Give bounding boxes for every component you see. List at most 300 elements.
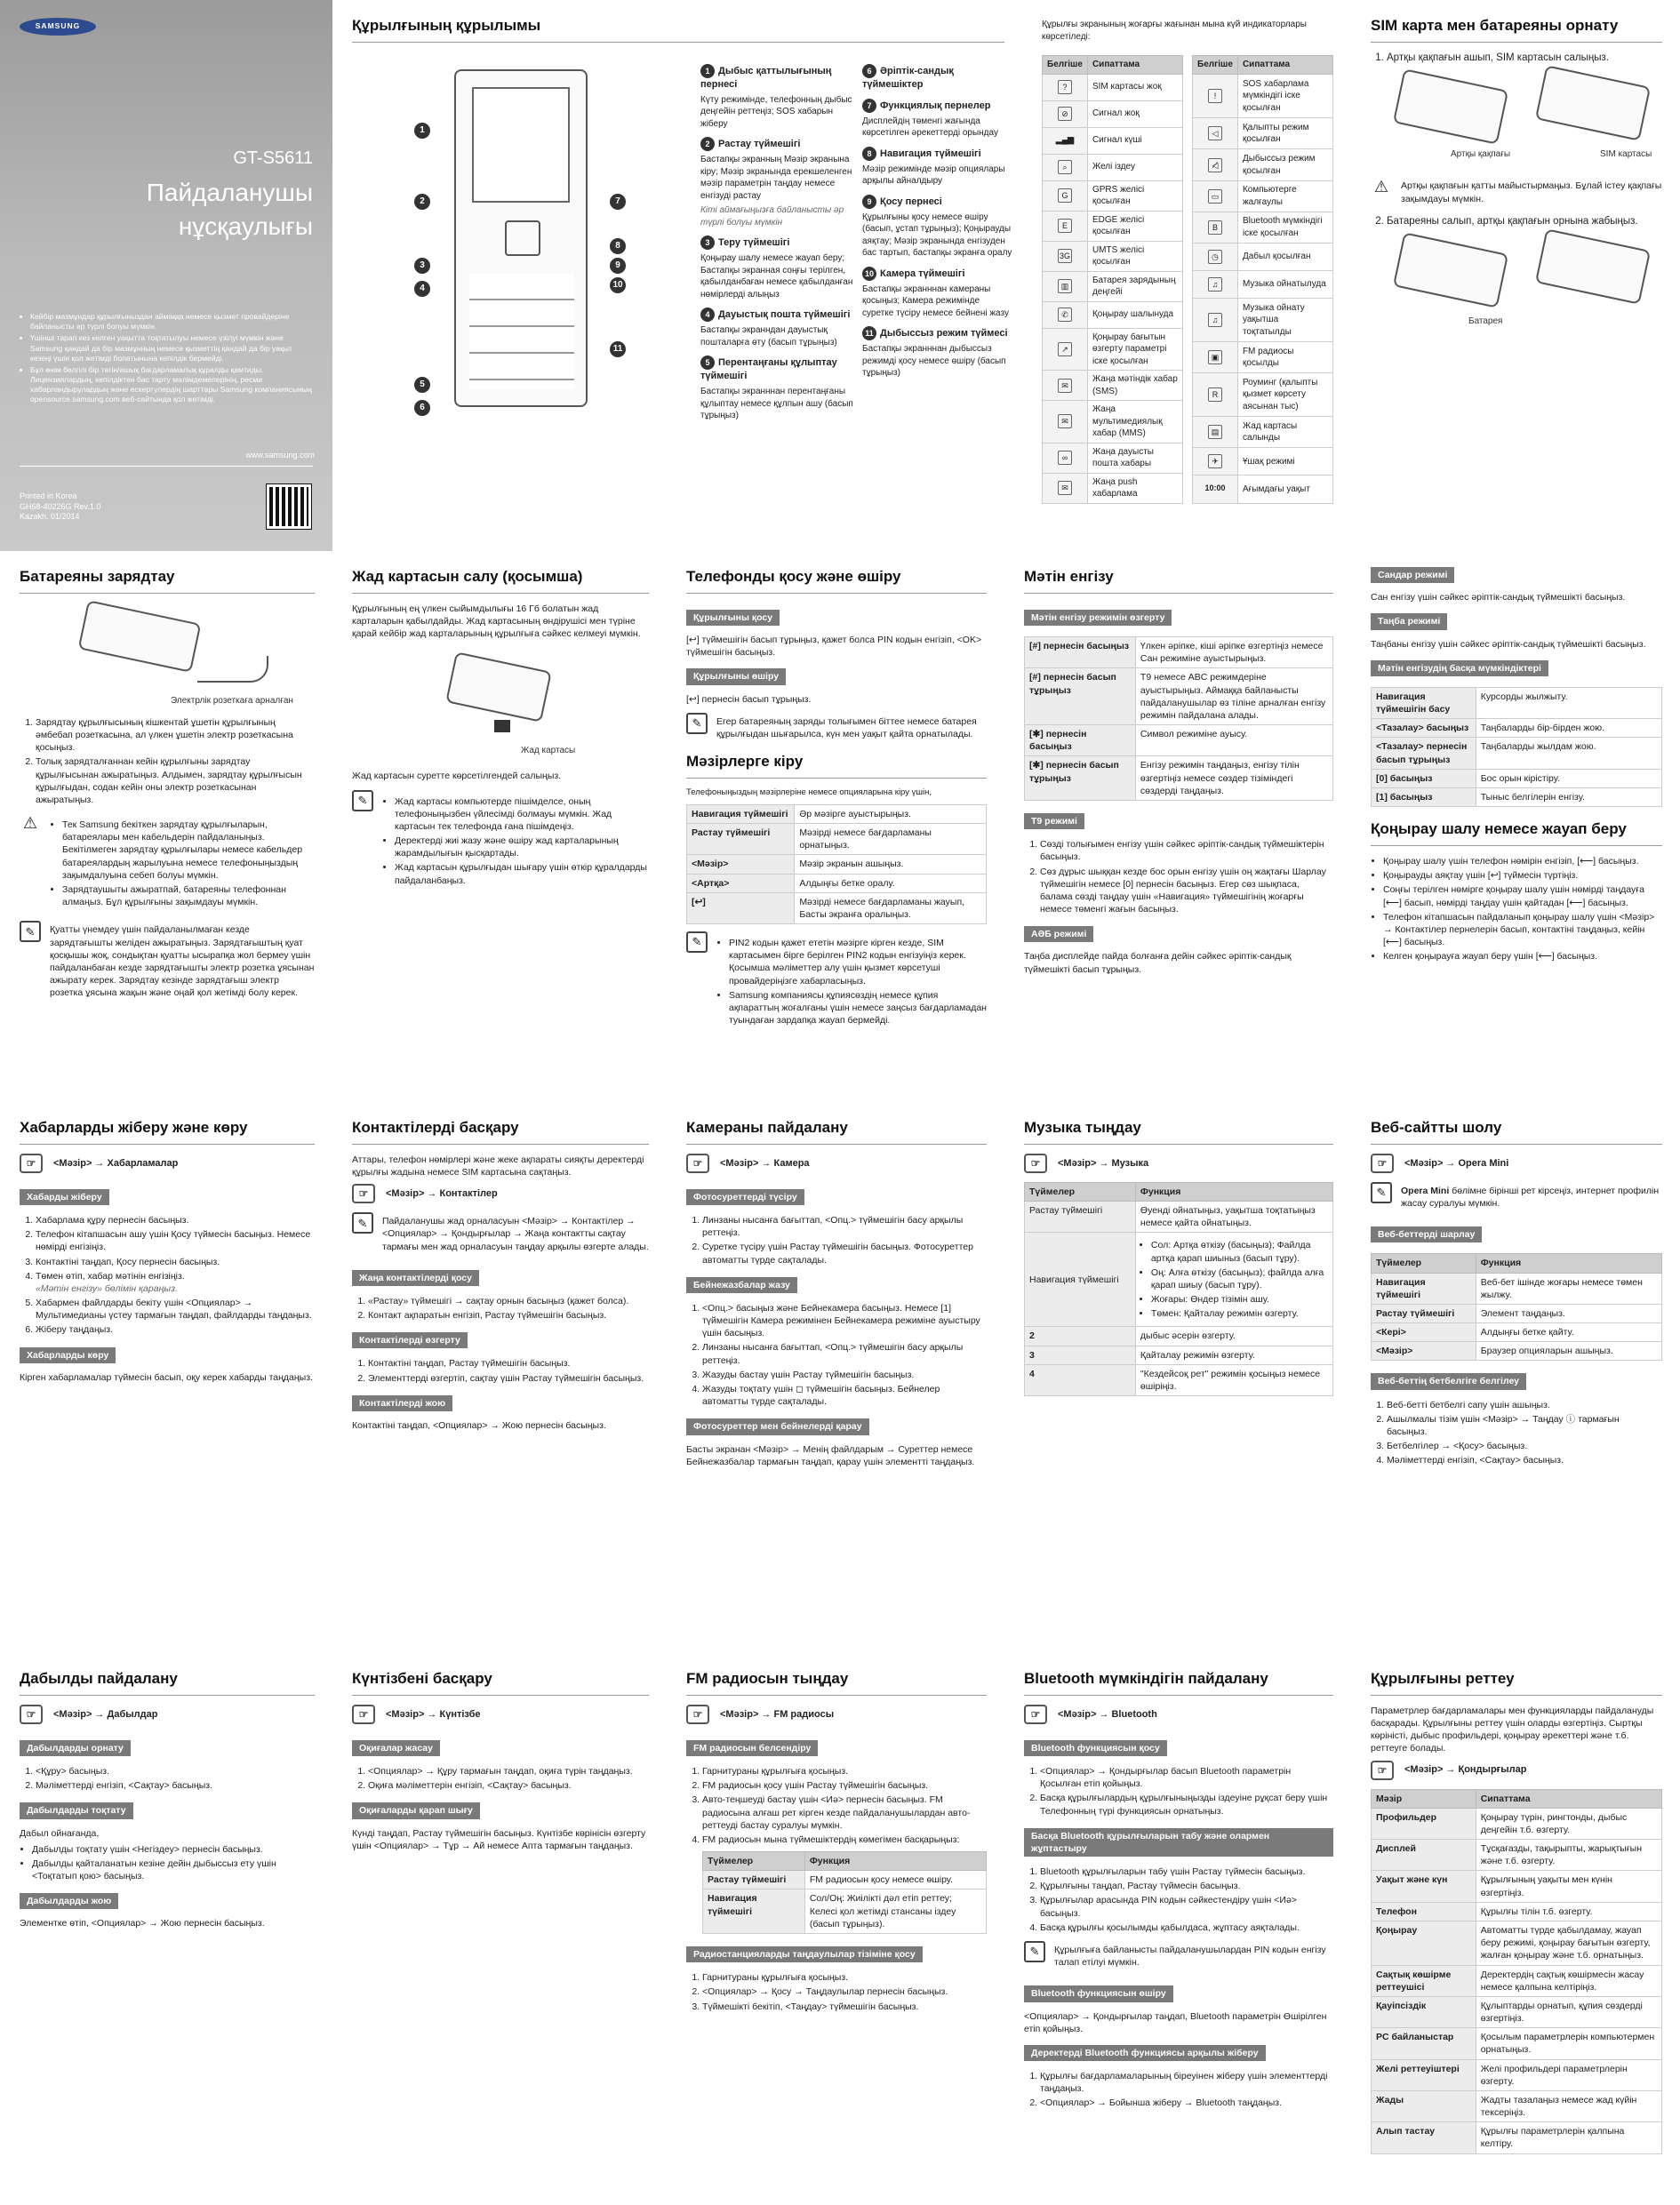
favorite-steps: [702, 1971, 987, 2013]
music-function: дыбыс әсерін өзгерту.: [1135, 1327, 1332, 1346]
indicator-desc: SIM картасы жоқ: [1087, 74, 1182, 100]
contacts-panel: [332, 1102, 667, 1653]
callout-7: 7: [610, 194, 626, 210]
indicator-desc: Жаңа дауысты пошта хабары: [1087, 443, 1182, 473]
calendar-view-text: Күнді таңдап, Растау түймешігін басыңыз. Күнтізбе көрінісін өзгерту үшін <Опциялар> → Тұр → Ай немесе Апта тармағын таңдаңыз.: [352, 1827, 646, 1851]
indicator-icon: [1043, 301, 1088, 328]
subsection-bar: Бейнежазбалар жазу: [686, 1277, 797, 1293]
settings-desc: Деректердің сақтық көшірмесін жасау немесе қалпына келтіріңіз.: [1476, 1965, 1661, 1996]
phone-screen: [472, 87, 570, 203]
callout-6: 6: [414, 400, 430, 416]
indicator-row: [1193, 448, 1333, 475]
alarm-stop-intro: Дабыл ойнағанда,: [20, 1827, 100, 1839]
section-title: Құрылғының құрылымы: [352, 16, 1004, 43]
callout-2: 2: [414, 194, 430, 210]
alarm-panel: [0, 1653, 332, 2205]
part-item: [862, 326, 1013, 379]
sim-steps: [1387, 52, 1662, 66]
menu-hand-icon: ☞: [352, 1705, 375, 1724]
section-title: Батареяны зарядтау: [20, 567, 315, 594]
music-key: 3: [1025, 1346, 1136, 1364]
indicator-row: [1043, 154, 1183, 180]
indicator-icon: [1043, 443, 1088, 473]
menu-path-text: <Мәзір> → Музыка: [1058, 1157, 1149, 1169]
sim-illustration: [1371, 72, 1662, 170]
t9-step: 1. Сөзді толығымен енгізу үшін сәйкес әріптік-сандық түймешіктерін басыңыз.: [1040, 838, 1333, 863]
menu-path: [352, 1705, 649, 1724]
send-step: 3. Контактіні таңдап, Қосу пернесін басыңыз.: [36, 1256, 315, 1268]
input-action: Тыныс белгілерін енгізу.: [1476, 787, 1661, 806]
favorite-step: 1. Гарнитураны құрылғыға қосыңыз.: [702, 1971, 987, 1984]
note-text: бөлімне бірінші рет кірсеңіз, интернет профилін жасау суралуы мүмкін.: [1401, 1185, 1660, 1210]
status-icon: E: [1058, 219, 1072, 233]
indicator-row: [1043, 211, 1183, 241]
part-title: Перентаңғаны құлыптау түймешігі: [700, 357, 837, 382]
send-step: 2. Телефон кітапшасын ашу үшін Қосу түймесін басыңыз. Немесе нөмірді енгізіңіз.: [36, 1228, 315, 1253]
indicator-desc: Компьютерге жалғаулы: [1237, 180, 1332, 212]
power-menus-panel: [667, 551, 1004, 1102]
menu-path-text: <Мәзір> → FM радиосы: [720, 1708, 835, 1720]
event-step: 1. <Опциялар> → Құру тармағын таңдап, оқиға түрін таңдаңыз.: [368, 1765, 649, 1778]
indicator-row: [1193, 417, 1333, 448]
status-icon: ⌕: [1058, 160, 1072, 174]
subsection-bar: Дабылдарды жою: [20, 1893, 118, 1909]
menu-path: [1371, 1154, 1662, 1173]
music-table: [1024, 1182, 1333, 1396]
bt-on-step: 2. Басқа құрылғылардың құрылғыныңызды іздеуіне рұқсат беру үшін Телефонның түрі функциясын орнатыңыз.: [1040, 1792, 1333, 1817]
phone-battery-illustration: [1393, 233, 1508, 309]
indicator-row: [1193, 373, 1333, 417]
indicator-desc: FM радиосы қосылды: [1237, 342, 1332, 373]
table-row: [1372, 719, 1662, 738]
radio-step: 4. FM радиосын мына түймешіктердің көмегімен басқарыңыз:: [702, 1834, 987, 1846]
subsection-bar: Фотосуреттерді түсіру: [686, 1189, 804, 1205]
section-title: Телефонды қосу және өшіру: [686, 567, 987, 594]
note-icon: ✎: [20, 921, 41, 942]
radio-key: Навигация түймешігі: [703, 1889, 805, 1934]
memcard-note: • Деректерді жиі жазу және өшіру жад карталарының жарамдылығын қысқартады.: [395, 835, 649, 859]
status-icon: ◁̸: [1208, 158, 1222, 172]
indicator-row: [1043, 180, 1183, 211]
mode-action: Үлкен әріпке, кіші әріпке өзгертіңіз немесе Сан режиміне ауыстырыңыз.: [1135, 637, 1332, 668]
photo-steps: [702, 1214, 987, 1266]
indicator-row: [1193, 243, 1333, 270]
section-title: Мәтін енгізу: [1024, 567, 1333, 594]
part-desc: Дисплейдің төменгі жағында көрсетілген әрекеттерді орындау: [862, 116, 998, 139]
part-title: Растау түймешігі: [718, 139, 801, 150]
menu-action: Алдыңғы бетке оралу.: [795, 874, 987, 892]
menu-hand-icon: ☞: [352, 1184, 375, 1203]
section-title: Веб-сайтты шолу: [1371, 1118, 1662, 1145]
mode-key: [✱] пернесін басыңыз: [1025, 725, 1136, 756]
warning-item: • Тек Samsung бекіткен зарядтау құрылғыларын, батареялары мен кабельдерін пайдаланыңыз. Бекітілмеген зарядтау құрылғылары немесе кабельдер батареялардың жарылуына немесе телефоныңыздың зақымдалуына себеп болуы мүмкін.: [62, 819, 315, 882]
favorite-step: 2. <Опциялар> → Қосу → Таңдаулылар пернесін басыңыз.: [702, 1985, 987, 1998]
part-title: Қосу пернесі: [880, 196, 942, 207]
call-item: • Қоңырауды аяқтау үшін [↩] түймесін түртіңіз.: [1383, 869, 1662, 882]
charge-step: 2. Толық зарядталғаннан кейін құрылғыны зарядтау құрылғысынан ажыратыңыз. Алдымен, зарядтау құрылғысын құрылғыдан, содан кейін оны электр розеткасынан ажыратыңыз.: [36, 755, 315, 806]
music-function: Қайталау режимін өзгерту.: [1135, 1346, 1332, 1364]
indicator-desc: Роуминг (қалыпты қызмет көрсету аясынан тыс): [1237, 373, 1332, 417]
bt-pair-step: 1. Bluetooth құрылғыларын табу үшін Растау түймесін басыңыз.: [1040, 1865, 1333, 1878]
table-row: [1372, 2090, 1662, 2121]
settings-menu: Уақыт және күн: [1372, 1871, 1476, 1902]
phone-memcard-illustration: [445, 652, 552, 723]
status-icon: ▤: [1208, 425, 1222, 439]
section-title: Құрылғыны реттеу: [1371, 1669, 1662, 1696]
video-step: 4. Жазуды тоқтату үшін ◻ түймешігін басыңыз. Бейнелер автоматты түрде сақталады.: [702, 1383, 987, 1408]
part-desc: Бастапқы экранннан перентаңғаны құлыптау немесе құлпын ашу (басып тұрыңыз): [700, 387, 853, 421]
menu-action: Әр мәзірге ауыстырыңыз.: [795, 804, 987, 823]
indicator-icon: [1193, 180, 1238, 212]
call-item: • Қоңырау шалу үшін телефон нөмірін енгізіп, [⟵] басыңыз.: [1383, 855, 1662, 867]
part-title: Дыбыссыз режим түймесі: [880, 328, 1008, 340]
table-row: [1025, 756, 1333, 801]
cover-bullet: • Кейбір мазмұндар құрылғыныздан аймаққа немесе қызмет провайдеріне байланысты әр түрлі болуы мүмкін.: [30, 312, 315, 332]
music-key: Растау түймешігі: [1025, 1202, 1136, 1233]
menus-note: • Samsung компаниясы құпиясөздің немесе құпия ақпараттың жоғалғаны үшін немесе заңсыз бағдарламадан туындаған зардапқа жауап бермейді.: [729, 989, 987, 1027]
calendar-panel: [332, 1653, 667, 2205]
abc-text: Таңба дисплейде пайда болғанға дейін сәйкес әріптік-сандық түймешікті басып тұрыңыз.: [1024, 951, 1292, 975]
indicator-desc: Bluetooth мүмкіндігі іске қосылған: [1237, 212, 1332, 243]
col-desc: Сипаттама: [1476, 1789, 1661, 1808]
indicator-tables: [1042, 50, 1333, 509]
send-step-note: «Мәтін енгізу» бөлімін қараңыз.: [36, 1282, 178, 1294]
memcard-note: • Жад картасын құрылғыдан шығару үшін өткір құралдарды пайдаланбаңыз.: [395, 861, 649, 886]
col-function: Функция: [1135, 1182, 1332, 1201]
subsection-bar: Дабылдарды тоқтату: [20, 1802, 133, 1818]
indicator-desc: Сигнал жоқ: [1087, 100, 1182, 127]
input-key: [0] басыңыз: [1372, 769, 1476, 787]
status-icon: ⊘: [1058, 107, 1072, 121]
input-key: <Тазалау> басыңыз: [1372, 719, 1476, 738]
part-title: Әріптік-сандық түймешіктер: [862, 65, 954, 90]
indicator-table-left: [1042, 55, 1183, 504]
cover-title-block: [0, 147, 313, 244]
indicator-desc: Жаңа push хабарлама: [1087, 473, 1182, 503]
part-number: 7: [862, 99, 876, 113]
indicator-desc: Жаңа мәтіндік хабар (SMS): [1087, 371, 1182, 401]
web-panel: [1351, 1102, 1680, 1653]
section-title: FM радиосын тыңдау: [686, 1669, 987, 1696]
calls-list: [1383, 855, 1662, 963]
charge-step: 1. Зарядтау құрылғысының кішкентай ұшетін құрылғының әмбебап розеткасына, ал үлкен ұшетін электр розеткасына қосыңыз.: [36, 716, 315, 755]
indicator-row: [1193, 149, 1333, 180]
cover-bullets: [30, 310, 315, 407]
device-layout-content: [352, 52, 1012, 549]
alarm-step: 2. Мәліметтерді енгізіп, <Сақтау> басыңыз.: [36, 1779, 315, 1792]
radio-key: Растау түймешігі: [703, 1871, 805, 1889]
subsection-bar: Мәтін енгізудің басқа мүмкіндіктері: [1371, 660, 1548, 676]
menu-hand-icon: ☞: [20, 1154, 43, 1173]
parts-col-2: [862, 57, 1013, 382]
subsection-bar: Құрылғыны қосу: [686, 610, 780, 626]
video-step: 3. Жазуды бастау үшін Растау түймешігін басыңыз.: [702, 1369, 987, 1381]
web-function: Веб-бет ішінде жоғары немесе төмен жылжу.: [1476, 1273, 1661, 1304]
device-layout-panel: [332, 0, 1022, 551]
section-title: Камераны пайдалану: [686, 1118, 987, 1145]
note-text: Пайдаланушы жад орналасуын <Мәзір> → Контактілер → <Опциялар> → Қондырғылар → Жаңа контактты сақтау тармағы мен жад орналасуын таңдау арқылы өзгерте алады.: [382, 1216, 649, 1252]
menu-key: Навигация түймешігі: [687, 804, 795, 823]
menu-action: Мәзір экранын ашыңыз.: [795, 855, 987, 874]
input-modes-table: [1024, 636, 1333, 801]
radio-function: Сол/Оң: Жиілікті дәл етіп реттеу; Келесі қол жетімді стансаны іздеу (басып тұрыңыз).: [804, 1889, 986, 1934]
part-title: Функциялық пернелер: [880, 100, 991, 111]
warning-icon: ⚠: [1373, 178, 1389, 196]
table-row: [1025, 637, 1333, 668]
phone-back-illustration: [1393, 69, 1508, 146]
new-contact-step: 2. Контакт ақпаратын енгізіп, Растау түймешігін басыңыз.: [368, 1309, 649, 1322]
indicator-desc: Жаңа мультимедиялық хабар (MMS): [1087, 401, 1182, 443]
nav-item: • Сол: Артқа өткізу (басыңыз); Файлда артқа қарап шиыныз (басып тұру).: [1151, 1239, 1328, 1264]
subsection-bar: АӘБ режимі: [1024, 926, 1093, 942]
info-note: [686, 713, 987, 743]
subsection-bar: Bluetooth функциясын қосу: [1024, 1740, 1167, 1756]
radio-steps: [702, 1765, 987, 1846]
menu-key: <Мәзір>: [687, 855, 795, 874]
send-step: 5. Хабармен файлдарды бекіту үшін <Опциялар> → Мультимедианы үстеу тармағын таңдап, файлдарды таңдаңыз.: [36, 1297, 315, 1322]
menu-path: [20, 1154, 315, 1173]
charge-steps: [36, 716, 315, 806]
settings-desc: Құрылғы тілін т.б. өзгерту.: [1476, 1902, 1661, 1921]
menus-notes: [729, 935, 987, 1028]
indicator-icon: [1043, 473, 1088, 503]
new-contact-step: 1. «Растау» түймешігі → сақтау орнын басыңыз (қажет болса).: [368, 1295, 649, 1307]
status-icon: ∞: [1058, 451, 1072, 465]
indicator-desc: Музыка ойнатылуда: [1237, 270, 1332, 298]
delete-contact-text: Контактіні таңдап, <Опциялар> → Жою пернесін басыңыз.: [352, 1420, 606, 1431]
menus-table: [686, 804, 987, 924]
alarm-set-steps: [36, 1765, 315, 1792]
cover-bullet: • Үшінші тарап кез келген уақытта тоқтатылуы немесе үзілуі мүмкін және Samsung қандай да бір мазмұнның немесе қызметтің қандай да бір уақыт кезеңі үшін қол жетімді болатынына кепілдік бермейді.: [30, 333, 315, 364]
edit-contact-step: 2. Элементтерді өзгертіп, сақтау үшін Растау түймешігін басыңыз.: [368, 1372, 649, 1385]
indicator-icon: [1043, 154, 1088, 180]
memcard-note: • Жад картасы компьютерде пішімделсе, оның телефоныңызбен үйлесімді болмауы мүмкін. Жад картасын тек телефонда ғана пішімдеңіз.: [395, 795, 649, 834]
settings-menu: Желі реттеуіштері: [1372, 2059, 1476, 2090]
menu-path-text: <Мәзір> → Контактілер: [386, 1187, 498, 1199]
table-row: [1372, 1342, 1662, 1361]
label-battery: Батарея: [1468, 316, 1503, 327]
col-icon: Белгіше: [1193, 56, 1238, 75]
favorite-step: 3. Түймешікті бекітіп, <Таңдау> түймешігін басыңыз.: [702, 2001, 987, 2013]
status-icon: ✆: [1058, 308, 1072, 322]
panel-row-3: [0, 1102, 1680, 1653]
note-text: Құрылғыға байланысты пайдаланушылардан PIN кодын енгізу талап етілуі мүмкін.: [1054, 1945, 1326, 1969]
memcard-illustration: [352, 647, 649, 763]
table-row: [1372, 1304, 1662, 1322]
settings-table: [1371, 1789, 1662, 2154]
memcard-after: Жад картасын суретте көрсетілгендей салыңыз.: [352, 771, 562, 782]
warning-text: Артқы қақпағын қатты майыстырмаңыз. Бұлай істеу қақпағы зақымдауы мүмкін.: [1401, 180, 1662, 204]
charger-cable: [197, 656, 268, 683]
part-item: [862, 64, 1013, 92]
music-key: Навигация түймешігі: [1025, 1233, 1136, 1327]
table-row: [1372, 1871, 1662, 1902]
other-input-table: [1371, 687, 1662, 807]
table-row: [703, 1871, 987, 1889]
subsection-bar: Фотосуреттер мен бейнелерді қарау: [686, 1418, 869, 1434]
note-icon: ✎: [686, 931, 708, 953]
info-note: [686, 931, 987, 1032]
phone-nav-key: [505, 220, 540, 256]
bluetooth-panel: [1004, 1653, 1351, 2205]
table-row: [1372, 1902, 1662, 1921]
section-title: Bluetooth мүмкіндігін пайдалану: [1024, 1669, 1333, 1696]
indicator-desc: UMTS желісі қосылған: [1087, 241, 1182, 271]
status-icon: ✉: [1058, 414, 1072, 428]
indicator-icon: [1193, 417, 1238, 448]
part-item: [700, 356, 857, 421]
send-step: [36, 1270, 315, 1295]
indicator-icon: [1193, 298, 1238, 341]
table-row: [1025, 668, 1333, 725]
text-input-2-panel: [1351, 551, 1680, 1102]
col-menu: Мәзір: [1372, 1789, 1476, 1808]
indicator-row: [1043, 301, 1183, 328]
status-icon: R: [1208, 387, 1222, 402]
callout-5: 5: [414, 377, 430, 393]
note-icon: ✎: [352, 1212, 373, 1234]
indicator-row: [1193, 118, 1333, 149]
num-text: Сан енгізу үшін сәйкес әріптік-сандық түймешікті басыңыз.: [1371, 592, 1626, 603]
indicator-icon: [1193, 342, 1238, 373]
indicator-row: [1193, 212, 1333, 243]
charger-illustration: [20, 603, 315, 709]
video-steps: [702, 1302, 987, 1408]
power-on-text: [↩] түймешігін басып тұрыңыз, қажет болса PIN кодын енгізіп, <OK> түймешігін басыңыз.: [686, 635, 982, 659]
nav-item: • Оң: Алға өткізу (басыңыз); файлда алға қарап шиыу (басып тұру).: [1151, 1266, 1328, 1291]
indicator-desc: SOS хабарлама мүмкіндігі іске қосылған: [1237, 75, 1332, 118]
settings-menu: Профильдер: [1372, 1808, 1476, 1839]
input-key: [1] басыңыз: [1372, 787, 1476, 806]
cover-title-2: нұсқаулығы: [178, 212, 313, 240]
settings-desc: Автоматты түрде қабылдамау, жауап беру режимі, қоңырау бағытын өзгерту, жалған қоңырау және т.б. орнатыңыз.: [1476, 1921, 1661, 1966]
indicator-row: [1043, 271, 1183, 301]
web-function: Алдыңғы бетке қайту.: [1476, 1323, 1661, 1342]
col-desc: Сипаттама: [1237, 56, 1332, 75]
subsection-bar: Веб-беттерді шарлау: [1371, 1226, 1482, 1242]
cover-bullet: • Бұл өнім белгілі бір тегін/ашық бағдарламалық құралды қамтиды. Лицензиялардың, кепілдіктен бас тарту мәлімдемелерінің, ресми хабарландырулардың және ескертулердің шарттары Samsung компаниясының opensource.samsung.com веб-сайтында қол жетімді.: [30, 365, 315, 405]
event-step: 2. Оқиға мәліметтерін енгізіп, <Сақтау> басыңыз.: [368, 1779, 649, 1792]
settings-menu: Дисплей: [1372, 1840, 1476, 1871]
indicator-desc: Ағымдағы уақыт: [1237, 475, 1332, 503]
mode-action: Символ режиміне ауысу.: [1135, 725, 1332, 756]
settings-intro: Параметрлер бағдарламалары мен функцияларды пайдалануды басқарады. Құрылғыны реттеу үшін оларды өзгертіңіз. Сыртқы көріністі, дыбыс профильдері, қоңырау әрекеттері және т.б. реттеуге болады.: [1371, 1705, 1654, 1754]
table-row: [1372, 1921, 1662, 1966]
mode-key: [#] пернесін басыңыз: [1025, 637, 1136, 668]
settings-menu: Алып тастау: [1372, 2122, 1476, 2153]
web-table: [1371, 1253, 1662, 1361]
settings-desc: Жадты тазалаңыз немесе жад күйін тексеріңіз.: [1476, 2090, 1661, 2121]
menu-path-text: <Мәзір> → Күнтізбе: [386, 1708, 481, 1720]
settings-panel: [1351, 1653, 1680, 2205]
table-row: [1372, 787, 1662, 806]
table-row: [1372, 769, 1662, 787]
settings-desc: Құлыптарды орнатып, құпия сөздерді өзгертіңіз.: [1476, 1996, 1661, 2027]
call-item: • Соңғы терілген нөмірге қоңырау шалу үшін нөмірді таңдауға [⟵] басып, нөмірді таңдау үшін қайтадан [⟵] басыңыз.: [1383, 883, 1662, 908]
bookmark-step: 3. Бетбелгілер → <Қосу> басыңыз.: [1387, 1440, 1662, 1452]
col-function: Функция: [1476, 1254, 1661, 1273]
settings-desc: Қоңырау түрін, рингтонды, дыбыс деңгейін т.б. өзгерту.: [1476, 1808, 1661, 1839]
callout-4: 4: [414, 281, 430, 297]
menus-note: • PIN2 кодын қажет ететін мәзірге кірген кезде, SIM картасымен бірге берілген PIN2 кодын енгізуіңіз керек. Қосымша мәліметтер алу үшін қызмет көрсетуші провайдеріңізге хабарласыңыз.: [729, 937, 987, 987]
info-note: [1371, 1182, 1662, 1212]
part-title: Навигация түймешігі: [880, 148, 981, 159]
status-icon: ▣: [1208, 350, 1222, 364]
subsection-bar: Радиостанцияларды таңдаулылар тізіміне қосу: [686, 1946, 923, 1962]
input-key: <Тазалау> пернесін басып тұрыңыз: [1372, 738, 1476, 769]
indicator-row: [1043, 371, 1183, 401]
indicator-icon: [1193, 448, 1238, 475]
subsection-bar: Контактілерді өзгерту: [352, 1332, 468, 1348]
nav-item: • Төмен: Қайталау режимін өзгерту.: [1151, 1307, 1328, 1320]
music-function: "Кездейсоқ рет" режимін қосыңыз немесе өшіріңіз.: [1135, 1364, 1332, 1395]
sim-step: 2. Батареяны салып, артқы қақпағын орнына жабыңыз.: [1387, 215, 1662, 229]
warning-note: [1371, 177, 1662, 207]
battery-illustration: [1371, 236, 1662, 333]
qr-code: [267, 484, 311, 529]
part-title: Дыбыс қаттылығының пернесі: [700, 65, 832, 90]
table-row: [1025, 725, 1333, 756]
info-note: [352, 1212, 649, 1256]
input-key: Навигация түймешігін басу: [1372, 687, 1476, 718]
indicator-row: [1193, 270, 1333, 298]
indicator-icon: [1043, 241, 1088, 271]
part-number: 8: [862, 147, 876, 161]
subsection-bar: Хабарды жіберу: [20, 1189, 109, 1205]
table-row: [687, 804, 987, 823]
warning-list: [62, 817, 315, 910]
subsection-bar: Құрылғыны өшіру: [686, 668, 786, 684]
indicator-desc: GPRS желісі қосылған: [1087, 180, 1182, 211]
menu-hand-icon: ☞: [686, 1154, 709, 1173]
memory-card-shape: [494, 720, 510, 732]
table-row: [1372, 2028, 1662, 2059]
status-icon: ?: [1058, 80, 1072, 94]
bookmark-step: 1. Веб-бетті бетбелгі сапу үшін ашыңыз.: [1387, 1399, 1662, 1411]
indicators-panel: [1022, 0, 1351, 551]
settings-desc: Құрылғының уақыты мен күнін өзгертіңіз.: [1476, 1871, 1661, 1902]
indicator-icon: [1043, 328, 1088, 371]
table-row: [1372, 738, 1662, 769]
part-number: 3: [700, 236, 715, 250]
part-item: [862, 267, 1013, 320]
status-icon: ↗: [1058, 342, 1072, 356]
callout-3: 3: [414, 258, 430, 274]
video-step: 2. Линзаны нысанға бағыттап, <Опц.> түймешігін басу арқылы реттеңіз.: [702, 1341, 987, 1366]
printed-in: Printed in Korea: [20, 491, 77, 500]
sim-panel: [1351, 0, 1680, 551]
part-desc: Бастапқы экранннан дыбыссыз режимді қосу немесе өшіру (басып тұрыңыз): [862, 344, 1006, 379]
phone-closed-illustration: [1535, 229, 1651, 306]
send-step-text: Төмен өтіп, хабар мәтінін енгізіңіз.: [36, 1270, 185, 1282]
memcard-intro: Құрылғының ең үлкен сыйымдылығы 16 Гб болатын жад карталарын қабылдайды. Жад картасының өндірушісі мен түріне қарай кейбір жад карталарының құрылғыға сәйкес келмеуі мүмкін.: [352, 603, 641, 640]
section-title: Жад картасын салу (қосымша): [352, 567, 649, 594]
bookmark-steps: [1387, 1399, 1662, 1467]
photo-step: 2. Суретке түсіру үшін Растау түймешігін басыңыз. Фотосуреттер автоматты түрде сақталады.: [702, 1241, 987, 1266]
status-icon: ◁: [1208, 126, 1222, 140]
call-item: • Келген қоңырауға жауап беру үшін [⟵] басыңыз.: [1383, 950, 1662, 963]
indicator-desc: Қалыпты режим қосылған: [1237, 118, 1332, 149]
part-item: [700, 64, 857, 130]
memcard-panel: [332, 551, 667, 1102]
part-number: 2: [700, 137, 715, 151]
table-row: [1372, 2059, 1662, 2090]
info-note: [352, 790, 649, 892]
indicator-icon: [1043, 211, 1088, 241]
bookmark-step: 2. Ашылмалы тізім үшін <Мәзір> → Таңдау ⓘ тармағын басыңыз.: [1387, 1413, 1662, 1438]
indicator-row: [1043, 241, 1183, 271]
part-title: Дауыстық пошта түймешігі: [718, 309, 851, 321]
